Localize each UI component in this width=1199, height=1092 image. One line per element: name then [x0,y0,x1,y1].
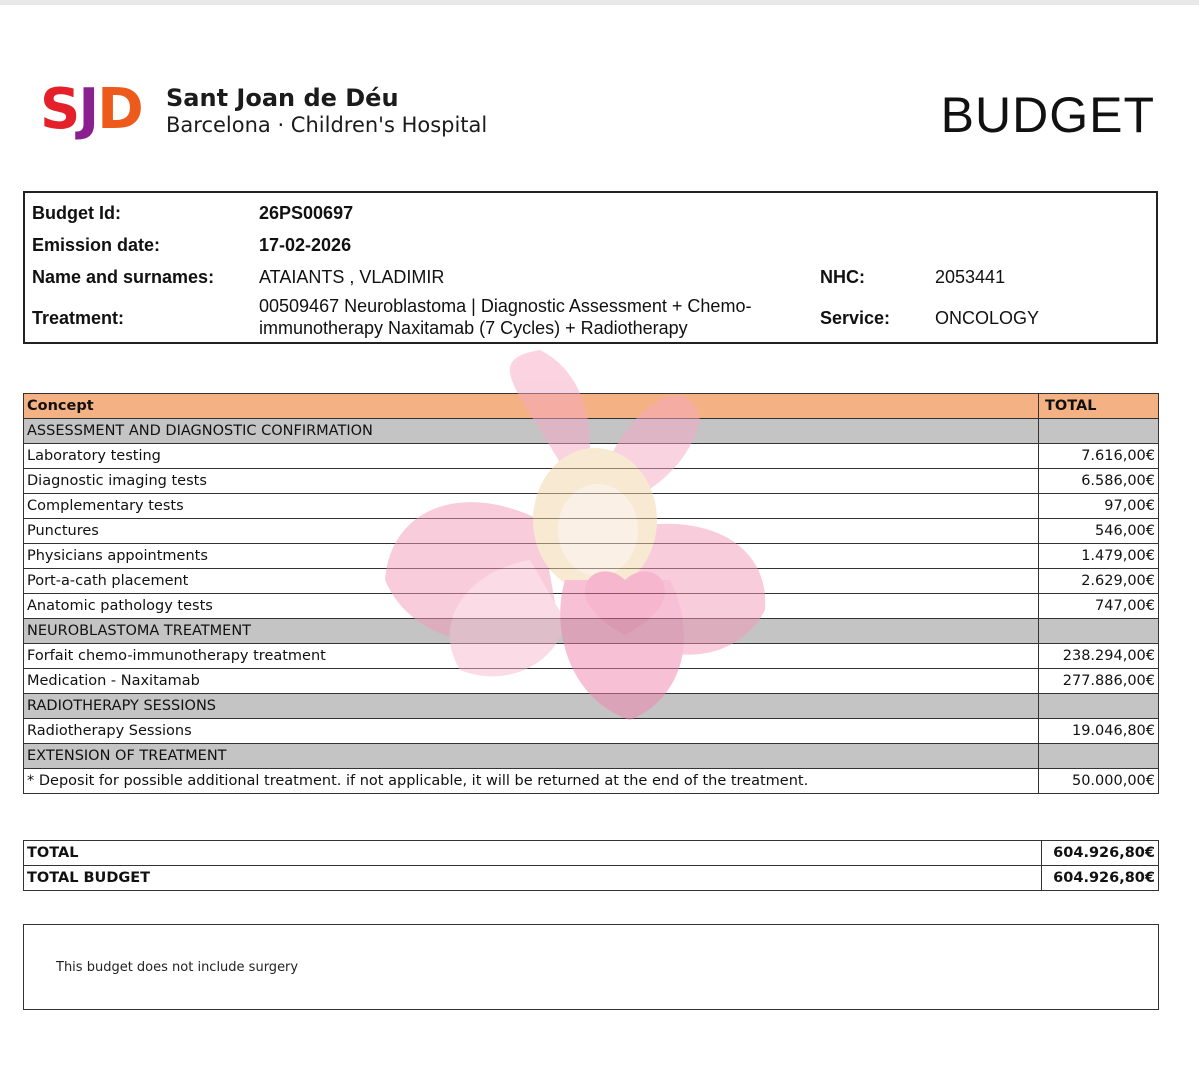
amount-cell: 6.586,00€ [1039,469,1159,494]
name-label: Name and surnames: [32,267,215,287]
amount-cell: 747,00€ [1039,594,1159,619]
logo-letter-s: S [40,77,79,142]
service-value: ONCOLOGY [935,308,1040,328]
budget-id-value: 26PS00697 [259,203,354,223]
table-row [24,769,1159,794]
hospital-name: Sant Joan de Déu [166,84,399,112]
amount-cell [1039,744,1159,769]
note-text: This budget does not include surgery [56,960,299,975]
total-value: 604.926,80€ [1042,841,1159,866]
document-title: BUDGET [940,87,1155,143]
name-value: ATAIANTS , VLADIMIR [259,267,445,287]
logo-letter-j: J [78,77,98,142]
concept-cell: Radiotherapy Sessions [24,719,1039,744]
concept-cell: Punctures [24,519,1039,544]
amount-cell [1039,694,1159,719]
header-total: TOTAL [1039,394,1159,419]
table-row [24,444,1159,469]
section-title: ASSESSMENT AND DIAGNOSTIC CONFIRMATION [24,419,1039,444]
totals-table [23,840,1159,891]
amount-cell: 546,00€ [1039,519,1159,544]
table-row [24,494,1159,519]
nhc-label: NHC: [820,267,865,287]
concepts-table [23,393,1159,794]
section-row [24,419,1159,444]
table-row [24,594,1159,619]
budget-id-label: Budget Id: [32,203,121,223]
logo-mark [40,77,142,142]
concept-cell: Laboratory testing [24,444,1039,469]
amount-cell: 50.000,00€ [1039,769,1159,794]
concept-cell: Complementary tests [24,494,1039,519]
amount-cell: 2.629,00€ [1039,569,1159,594]
table-row [24,644,1159,669]
emission-date-label: Emission date: [32,235,161,255]
amount-cell: 238.294,00€ [1039,644,1159,669]
concept-cell: Diagnostic imaging tests [24,469,1039,494]
nhc-value: 2053441 [935,267,1006,287]
section-row [24,694,1159,719]
concept-cell: * Deposit for possible additional treatment. if not applicable, it will be returned at the end of the treatment. [24,769,1039,794]
amount-cell: 1.479,00€ [1039,544,1159,569]
total-row [24,841,1159,866]
concept-cell: Physicians appointments [24,544,1039,569]
concept-cell: Medication - Naxitamab [24,669,1039,694]
service-label: Service: [820,308,891,328]
table-row [24,544,1159,569]
table-header-row [24,394,1159,419]
top-edge [0,0,1199,5]
table-row [24,519,1159,544]
table-row [24,569,1159,594]
table-row [24,719,1159,744]
amount-cell [1039,619,1159,644]
budget-info-box [23,191,1158,344]
section-title: RADIOTHERAPY SESSIONS [24,694,1039,719]
amount-cell: 97,00€ [1039,494,1159,519]
section-row [24,744,1159,769]
amount-cell: 7.616,00€ [1039,444,1159,469]
total-budget-label: TOTAL BUDGET [24,866,1042,891]
concepts-table-body [24,394,1159,794]
total-label: TOTAL [24,841,1042,866]
logo-letter-d: D [97,77,142,142]
treatment-value: 00509467 Neuroblastoma | Diagnostic Assessment + Chemo-immunotherapy Naxitamab (7 Cycles) + Radiotherapy [259,296,752,338]
section-title: EXTENSION OF TREATMENT [24,744,1039,769]
section-title: NEUROBLASTOMA TREATMENT [24,619,1039,644]
treatment-label: Treatment: [32,308,125,328]
header-concept: Concept [24,394,1039,419]
table-row [24,469,1159,494]
amount-cell: 277.886,00€ [1039,669,1159,694]
concept-cell: Anatomic pathology tests [24,594,1039,619]
amount-cell: 19.046,80€ [1039,719,1159,744]
hospital-subtitle: Barcelona · Children's Hospital [166,113,488,137]
table-row [24,669,1159,694]
emission-date-value: 17-02-2026 [259,235,352,255]
total-budget-row [24,866,1159,891]
concept-cell: Forfait chemo-immunotherapy treatment [24,644,1039,669]
total-budget-value: 604.926,80€ [1042,866,1159,891]
note-box [23,924,1159,1010]
section-row [24,619,1159,644]
concept-cell: Port-a-cath placement [24,569,1039,594]
amount-cell [1039,419,1159,444]
